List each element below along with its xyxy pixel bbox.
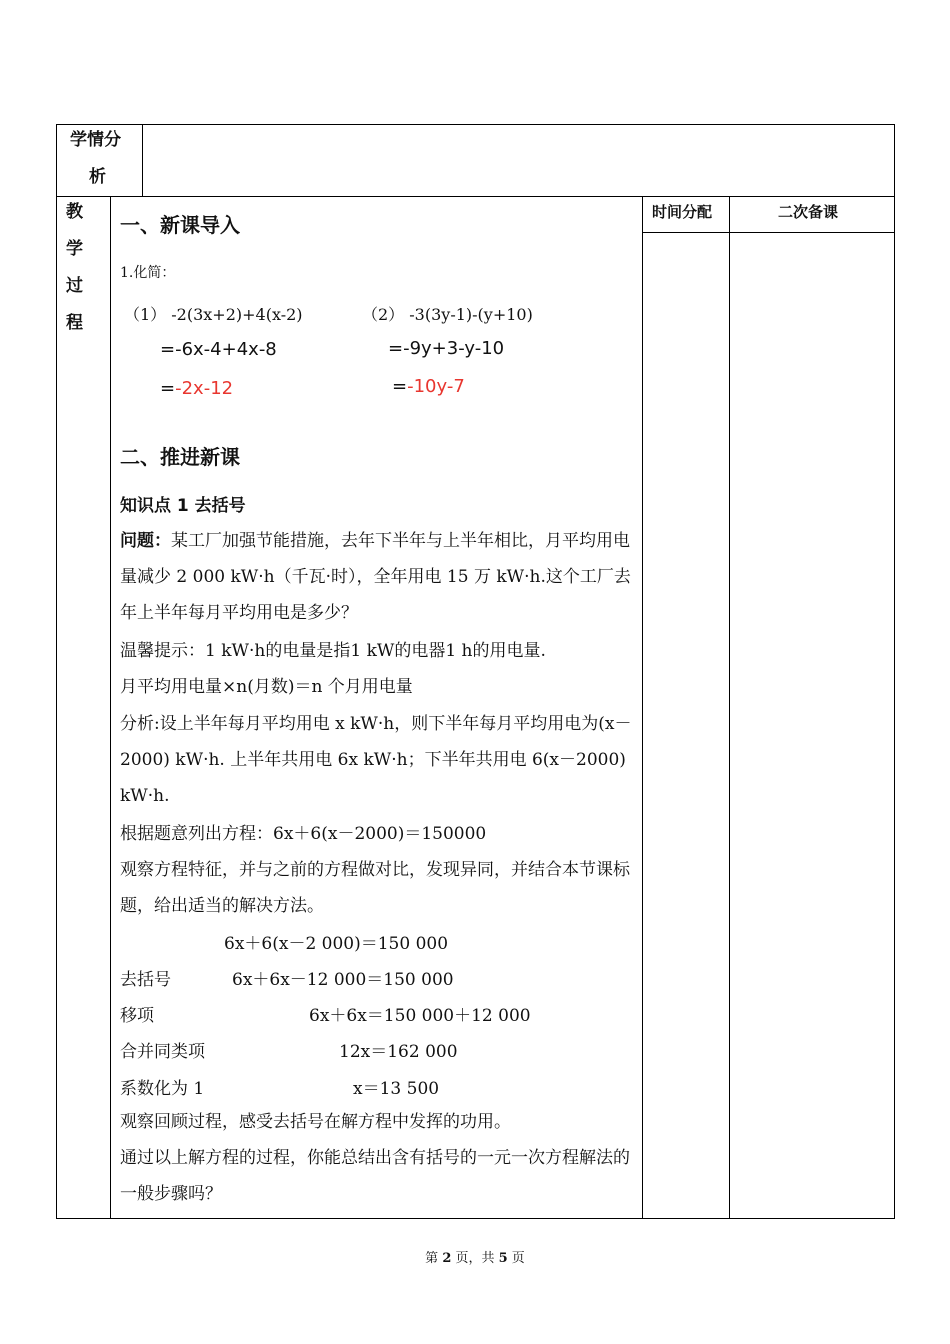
row2-col-divider-2 <box>642 196 643 1218</box>
row2-col-divider-1 <box>110 196 111 1218</box>
exercise2-expression: （2） -3(3y-1)-(y+10) <box>362 305 533 324</box>
footer-suffix: 页 <box>507 1251 525 1266</box>
step-label-1: 去括号 <box>120 970 171 990</box>
step-expr-1: 6x＋6x－12 000＝150 000 <box>232 970 454 990</box>
footer-mid: 页，共 <box>451 1251 499 1266</box>
step-label-3: 合并同类项 <box>120 1042 205 1062</box>
table-border-right <box>894 124 895 1219</box>
analysis-text: 分析:设上半年每月平均用电 x kW·h，则下半年每月平均用电为(x－2000) kW·h. 上半年共用电 6x kW·h；下半年共用电 6(x－2000) kW·h. <box>120 714 632 806</box>
step-label-2: 移项 <box>120 1006 154 1026</box>
knowledge-point-1: 知识点 1 去括号 <box>120 496 246 516</box>
problem-label: 问题： <box>120 531 171 551</box>
table-border-top <box>56 124 895 125</box>
section2-title: 二、推进新课 <box>120 445 240 469</box>
exercise1-step2-equals: = <box>160 378 176 399</box>
section1-title: 一、新课导入 <box>120 213 240 237</box>
section1-item1: 1.化简： <box>120 265 176 281</box>
header-second-preparation: 二次备课 <box>778 203 839 221</box>
header-underline <box>642 232 894 233</box>
problem-paragraph <box>120 523 635 631</box>
exercise1-answer: -2x-12 <box>175 378 234 399</box>
row2-label-char-3: 过 <box>66 276 83 296</box>
footer-page-number: 2 <box>442 1251 452 1266</box>
exercise1-expression: （1） -2(3x+2)+4(x-2) <box>124 305 303 324</box>
question-text: 通过以上解方程的过程，你能总结出含有括号的一元一次方程解法的一般步骤吗？ <box>120 1148 630 1204</box>
problem-text: 某工厂加强节能措施，去年下半年与上半年相比，月平均用电量减少 2 000 kW·h（千瓦·时），全年用电 15 万 kW·h.这个工厂去年上半年每月平均用电是多少？ <box>120 531 631 623</box>
row2-label-char-2: 学 <box>66 239 83 259</box>
row2-col-divider-3 <box>729 196 730 1218</box>
exercise2-answer: -10y-7 <box>407 376 465 397</box>
row-divider <box>56 196 895 197</box>
review-text: 观察回顾过程，感受去括号在解方程中发挥的功用。 <box>120 1112 511 1132</box>
footer-total-pages: 5 <box>498 1251 508 1266</box>
row2-label-char-1: 教 <box>66 202 83 222</box>
row2-label-char-4: 程 <box>66 313 83 333</box>
footer-prefix: 第 <box>425 1251 443 1266</box>
row1-label-line1: 学情分 <box>70 130 121 150</box>
table-border-bottom <box>56 1218 895 1219</box>
row1-label-line2: 析 <box>89 167 106 187</box>
table-border-left <box>56 124 57 1219</box>
step-expr-3: 12x＝162 000 <box>339 1042 458 1062</box>
step-expr-0: 6x＋6(x－2 000)＝150 000 <box>224 934 449 954</box>
exercise1-step1: =-6x-4+4x-8 <box>160 339 277 360</box>
formula-text: 月平均用电量×n(月数)＝n 个月用电量 <box>120 677 413 697</box>
exercise2-step1: =-9y+3-y-10 <box>388 338 505 359</box>
step-label-4: 系数化为 1 <box>120 1079 205 1099</box>
equation-text: 根据题意列出方程：6x＋6(x－2000)＝150000 <box>120 824 487 844</box>
header-time-allocation: 时间分配 <box>652 203 713 221</box>
step-expr-4: x＝13 500 <box>353 1079 440 1099</box>
hint-text: 温馨提示：1 kW·h的电量是指1 kW的电器1 h的用电量. <box>120 641 546 661</box>
row1-col-divider <box>142 124 143 196</box>
step-expr-2: 6x＋6x＝150 000＋12 000 <box>309 1006 531 1026</box>
exercise2-step2 <box>392 375 465 399</box>
observe-text: 观察方程特征，并与之前的方程做对比，发现异同，并结合本节课标题，给出适当的解决方法。 <box>120 860 630 916</box>
exercise2-step2-equals: = <box>392 376 408 397</box>
page-footer <box>0 1247 950 1266</box>
exercise1-step2 <box>160 377 233 401</box>
